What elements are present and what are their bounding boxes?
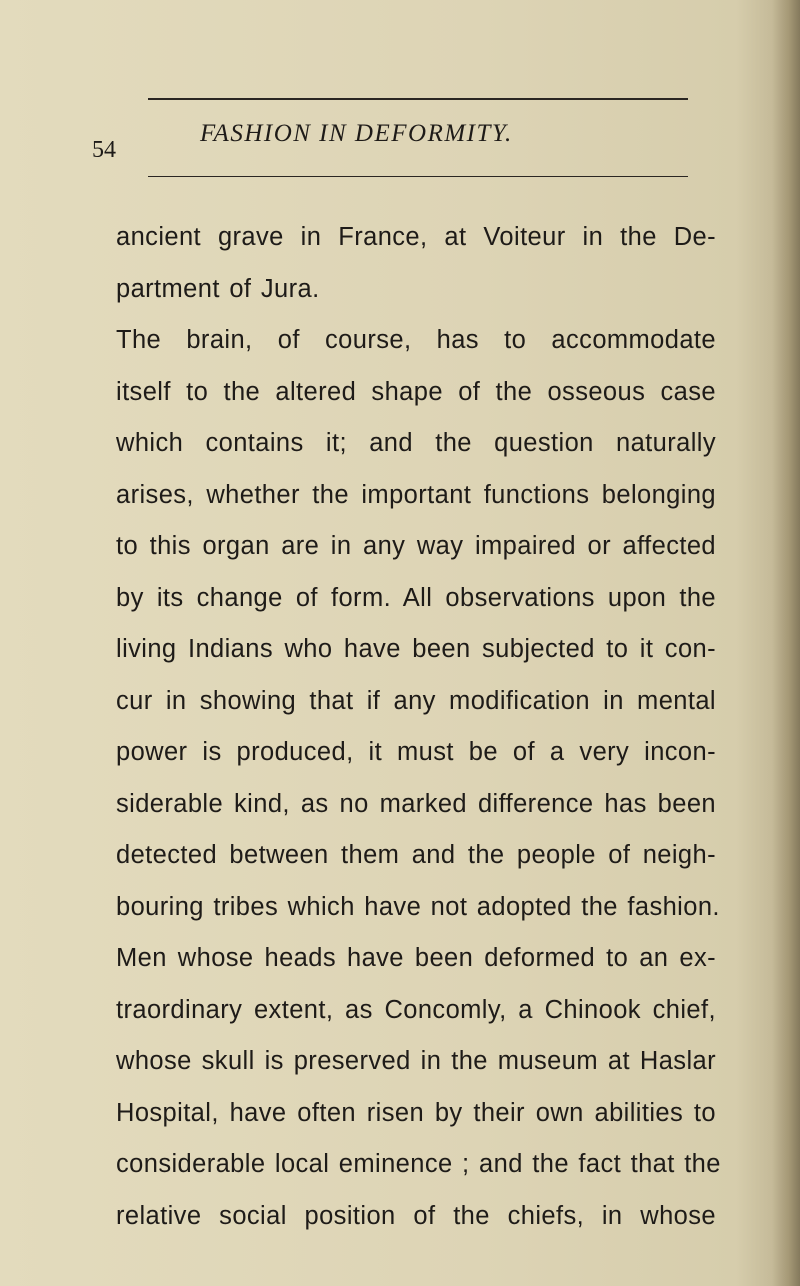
text-line: siderable kind, as no marked difference has been bbox=[116, 789, 716, 818]
text-line: detected between them and the people of neigh- bbox=[116, 841, 716, 869]
text-line: Hospital, have often risen by their own abilities to bbox=[116, 1098, 716, 1127]
header-top-rule bbox=[148, 98, 688, 100]
text-line: power is produced, it must be of a very incon- bbox=[116, 738, 716, 766]
text-line: bouring tribes which have not adopted the fashion. bbox=[116, 892, 720, 921]
text-line: itself to the altered shape of the osseous case bbox=[116, 377, 716, 406]
text-line: cur in showing that if any modification in mental bbox=[116, 686, 716, 715]
text-line: living Indians who have been subjected to it con- bbox=[116, 635, 716, 663]
text-line: whose skull is preserved in the museum at Haslar bbox=[116, 1047, 716, 1075]
body-text bbox=[116, 212, 721, 1242]
text-line: Men whose heads have been deformed to an ex- bbox=[116, 944, 716, 972]
text-line: traordinary extent, as Concomly, a Chinook chief, bbox=[116, 995, 716, 1024]
text-line: by its change of form. All observations upon the bbox=[116, 583, 716, 612]
text-line: to this organ are in any way impaired or affected bbox=[116, 532, 716, 560]
text-line: considerable local eminence ; and the fact that the bbox=[116, 1150, 721, 1178]
text-line: The brain, of course, has to accommodate bbox=[116, 326, 716, 354]
page-number: 54 bbox=[92, 137, 116, 163]
text-line: which contains it; and the question naturally bbox=[116, 429, 716, 457]
header-bottom-rule bbox=[148, 176, 688, 177]
running-head: FASHION IN DEFORMITY. bbox=[200, 120, 513, 147]
text-line: partment of Jura. bbox=[116, 274, 320, 303]
page-edge-shadow bbox=[772, 0, 800, 1286]
text-line: ancient grave in France, at Voiteur in the De- bbox=[116, 223, 716, 251]
text-line: relative social position of the chiefs, in whose bbox=[116, 1201, 716, 1230]
text-line: arises, whether the important functions belonging bbox=[116, 480, 716, 509]
